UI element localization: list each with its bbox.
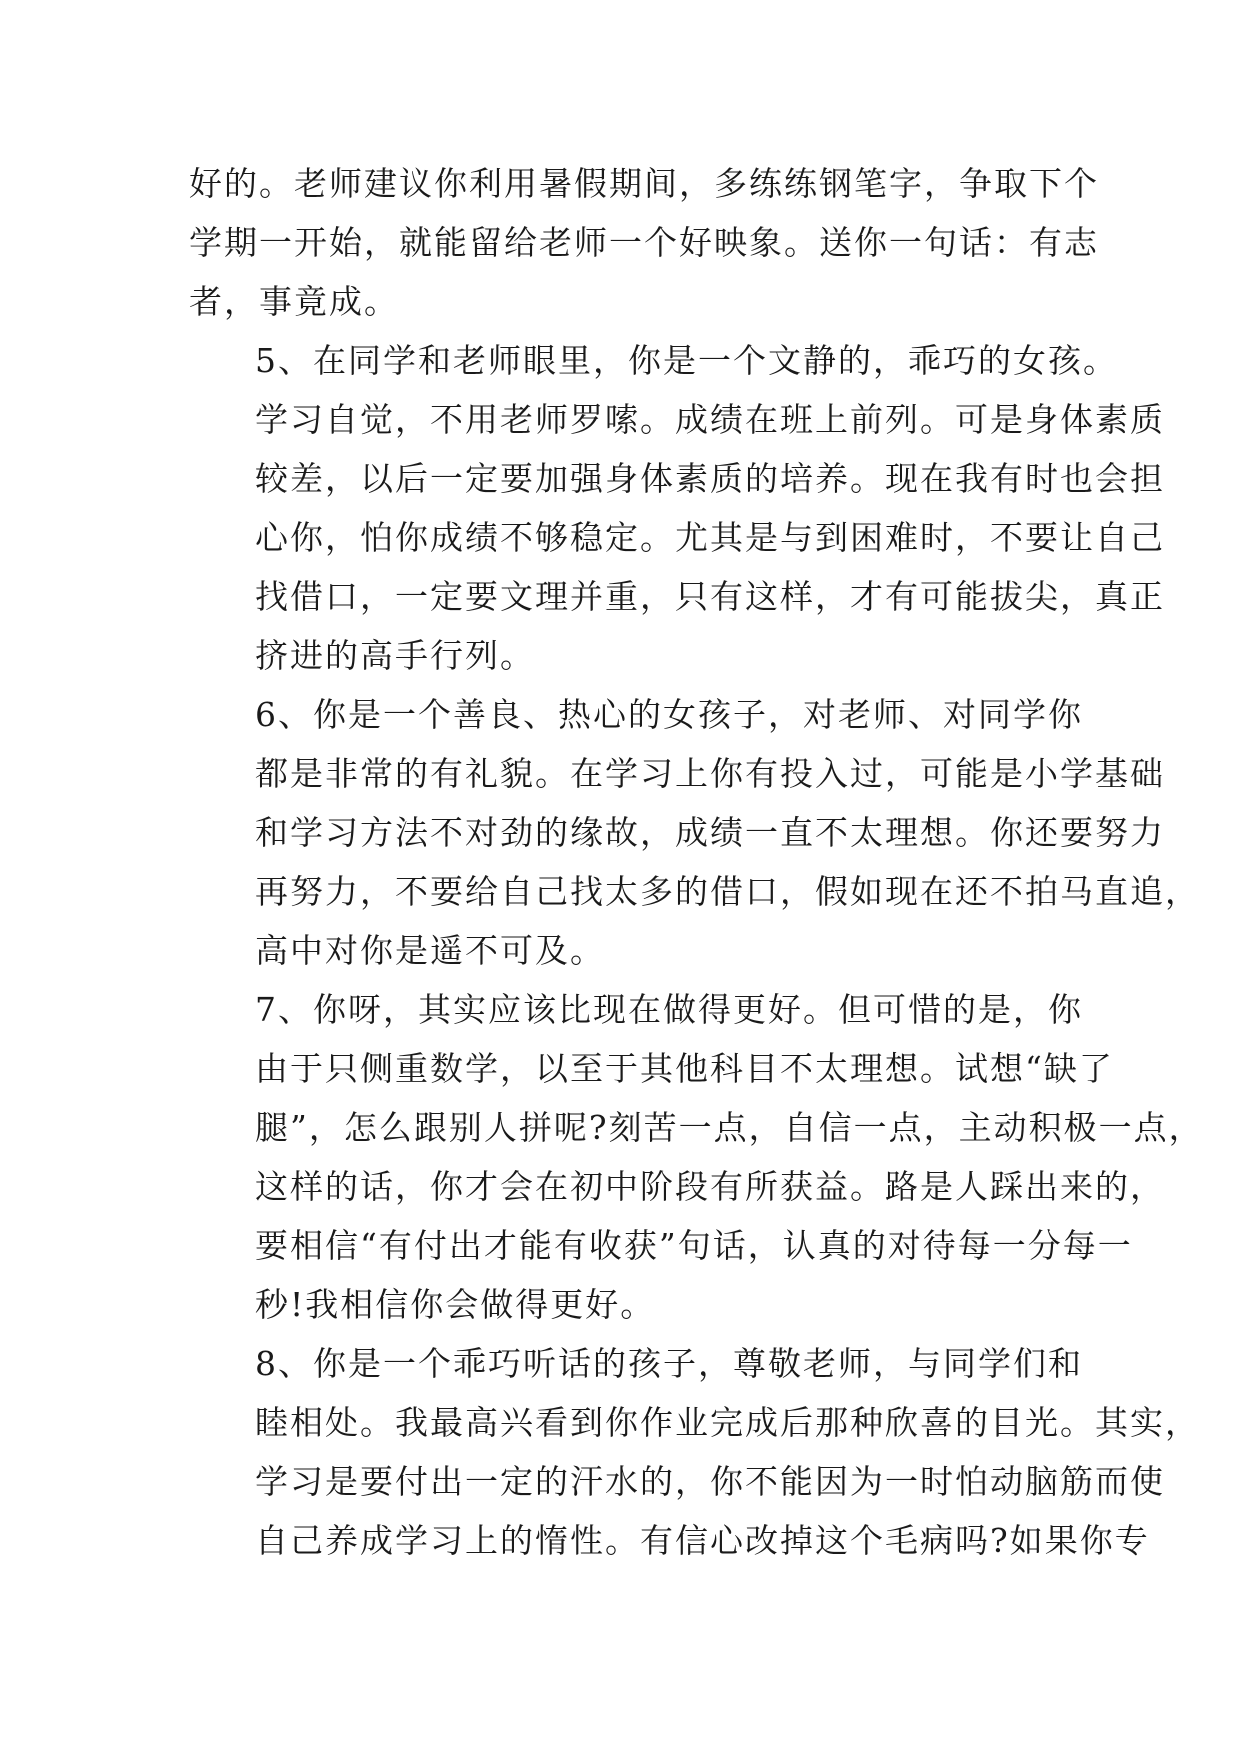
text-line: 6、你是一个善良、热心的女孩子，对老师、对同学你 [255,695,1083,734]
text-line: 好的。老师建议你利用暑假期间，多练练钢笔字，争取下个 [189,164,1099,203]
text-line: 高中对你是遥不可及。 [255,931,605,970]
text-line: 5、在同学和老师眼里，你是一个文静的，乖巧的女孩。 [255,341,1118,380]
text-line: 睦相处。我最高兴看到你作业完成后那种欣喜的目光。其实， [255,1403,1200,1442]
text-line: 秒!我相信你会做得更好。 [255,1285,656,1324]
paragraph-8 [189,1334,1200,1570]
text-line: 和学习方法不对劲的缘故，成绩一直不太理想。你还要努力 [255,813,1165,852]
paragraph-continued [189,154,1099,331]
document-body [189,154,1204,1570]
text-line: 找借口，一定要文理并重，只有这样，才有可能拔尖，真正 [255,577,1165,616]
text-line: 心你，怕你成绩不够稳定。尤其是与到困难时，不要让自己 [255,518,1165,557]
text-line: 挤进的高手行列。 [255,636,535,675]
text-line: 这样的话，你才会在初中阶段有所获益。路是人踩出来的， [255,1167,1165,1206]
paragraph-6 [189,685,1200,980]
text-line: 要相信“有付出才能有收获”句话，认真的对待每一分每一 [255,1226,1133,1265]
text-line: 再努力，不要给自己找太多的借口，假如现在还不拍马直追， [255,872,1200,911]
text-line: 较差，以后一定要加强身体素质的培养。现在我有时也会担 [255,459,1165,498]
text-line: 自己养成学习上的惰性。有信心改掉这个毛病吗?如果你专 [255,1521,1150,1560]
text-line: 腿”，怎么跟别人拼呢?刻苦一点，自信一点，主动积极一点， [255,1108,1204,1147]
text-line: 7、你呀，其实应该比现在做得更好。但可惜的是，你 [255,990,1083,1029]
paragraph-7 [189,980,1204,1334]
paragraph-5 [189,331,1165,685]
text-line: 学习是要付出一定的汗水的，你不能因为一时怕动脑筋而使 [255,1462,1165,1501]
text-line: 学期一开始，就能留给老师一个好映象。送你一句话：有志 [189,223,1099,262]
text-line: 者，事竟成。 [189,282,399,321]
text-line: 学习自觉，不用老师罗嗦。成绩在班上前列。可是身体素质 [255,400,1165,439]
text-line: 由于只侧重数学，以至于其他科目不太理想。试想“缺了 [255,1049,1114,1088]
text-line: 8、你是一个乖巧听话的孩子，尊敬老师，与同学们和 [255,1344,1083,1383]
text-line: 都是非常的有礼貌。在学习上你有投入过，可能是小学基础 [255,754,1165,793]
